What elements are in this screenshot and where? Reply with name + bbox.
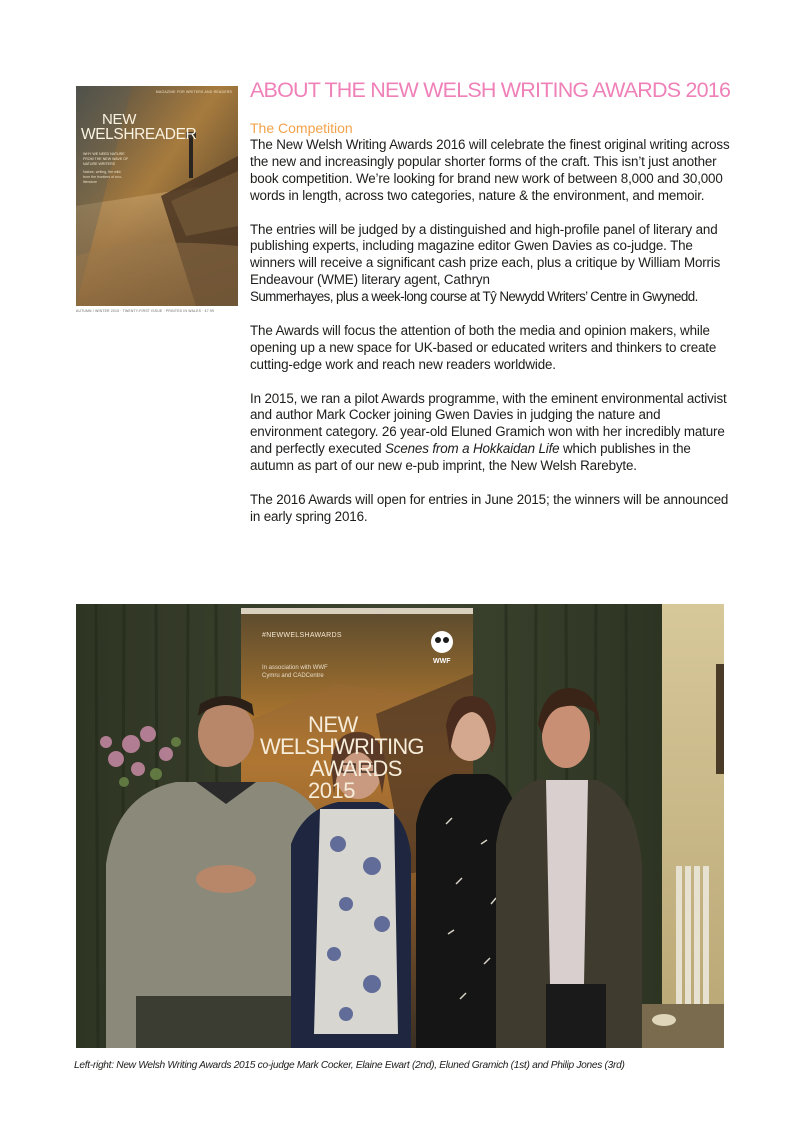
body-text [250, 137, 732, 543]
paragraph-judges [250, 222, 732, 307]
wwf-logo: WWF [433, 658, 451, 665]
cover-topline: MAGAZINE FOR WRITERS AND READERS [155, 90, 232, 94]
paragraph-intro: The New Welsh Writing Awards 2016 will celebrate the finest original writing across the new and increasingly popular shorter forms of the craft. This isn’t just another book competition. We’re looking for brand new work of between 8,000 and 30,000 words in length, across two categories, nature & the environment, and memoir. [250, 137, 730, 203]
cover-blurb-secondary: Nature, writing, the wild: from the frontiers of eco-literature [83, 170, 123, 184]
cover-caption: AUTUMN / WINTER 2015 · TWENTY-FIRST ISSUE · PRINTED IN WALES · £7.99 [76, 309, 215, 313]
cover-masthead-welshreader: WELSHREADER [81, 126, 197, 143]
awards-photo [76, 604, 724, 1048]
cover-blurb-primary: WHY WE NEED NATURE FROM THE NEW WAVE OF NATURE WRITERS [83, 152, 129, 166]
magazine-cover [76, 86, 238, 306]
cover-masthead-new: NEW [102, 111, 137, 128]
banner-title-writing: WRITING [334, 734, 424, 759]
paragraph-pilot-end: which publishes in the autumn as part of our new e-pub imprint, the New Welsh Rarebyte. [250, 441, 691, 474]
book-title: Scenes from a Hokkaidan Life [385, 441, 560, 457]
paragraph-pilot-text: In 2015, we ran a pilot Awards programme, with the eminent environmental activist and author Mark Cocker joining Gwen Davies in judging the nature and environment category. 26 year-old Eluned Gramich won with her incredibly mature and perfectly executed [250, 390, 727, 457]
banner-subtitle: In association with WWF Cymru and CADCentre [262, 665, 328, 679]
cover-blurb [83, 152, 129, 185]
banner-hashtag: #NEWWELSHAWARDS [262, 632, 342, 639]
banner-title-new: NEW [308, 712, 358, 737]
paragraph-judges-course: Summerhayes, plus a week-long course at Tŷ Newydd Writers’ Centre in Gwynedd. [250, 289, 698, 305]
banner-title-year: 2015 [308, 778, 355, 803]
page-title: ABOUT THE NEW WELSH WRITING AWARDS 2016 [250, 78, 731, 102]
photo-caption: Left-right: New Welsh Writing Awards 2015 co-judge Mark Cocker, Elaine Ewart (2nd), Eluned Gramich (1st) and Philip Jones (3rd) [74, 1060, 625, 1071]
paragraph-dates: The 2016 Awards will open for entries in June 2015; the winners will be announced in early spring 2016. [250, 491, 729, 524]
cover-art [76, 86, 238, 306]
photo-scene [76, 604, 724, 1048]
paragraph-judges-text: The entries will be judged by a distinguished and high-profile panel of literary and publishing experts, including magazine editor Gwen Davies as co-judge. The winners will receive a significant cash prize each, plus a critique by William Morris Endeavour (WME) literary agent, Cathryn [250, 221, 721, 288]
banner-title-awards: AWARDS [310, 756, 402, 781]
banner-title-welsh: WELSH [260, 734, 335, 759]
section-heading: The Competition [250, 120, 353, 136]
paragraph-focus: The Awards will focus the attention of both the media and opinion makers, while opening up a new space for UK-based or educated writers and thinkers to create cutting-edge work and reach new readers worldwide. [250, 322, 717, 372]
paragraph-pilot [250, 391, 732, 476]
